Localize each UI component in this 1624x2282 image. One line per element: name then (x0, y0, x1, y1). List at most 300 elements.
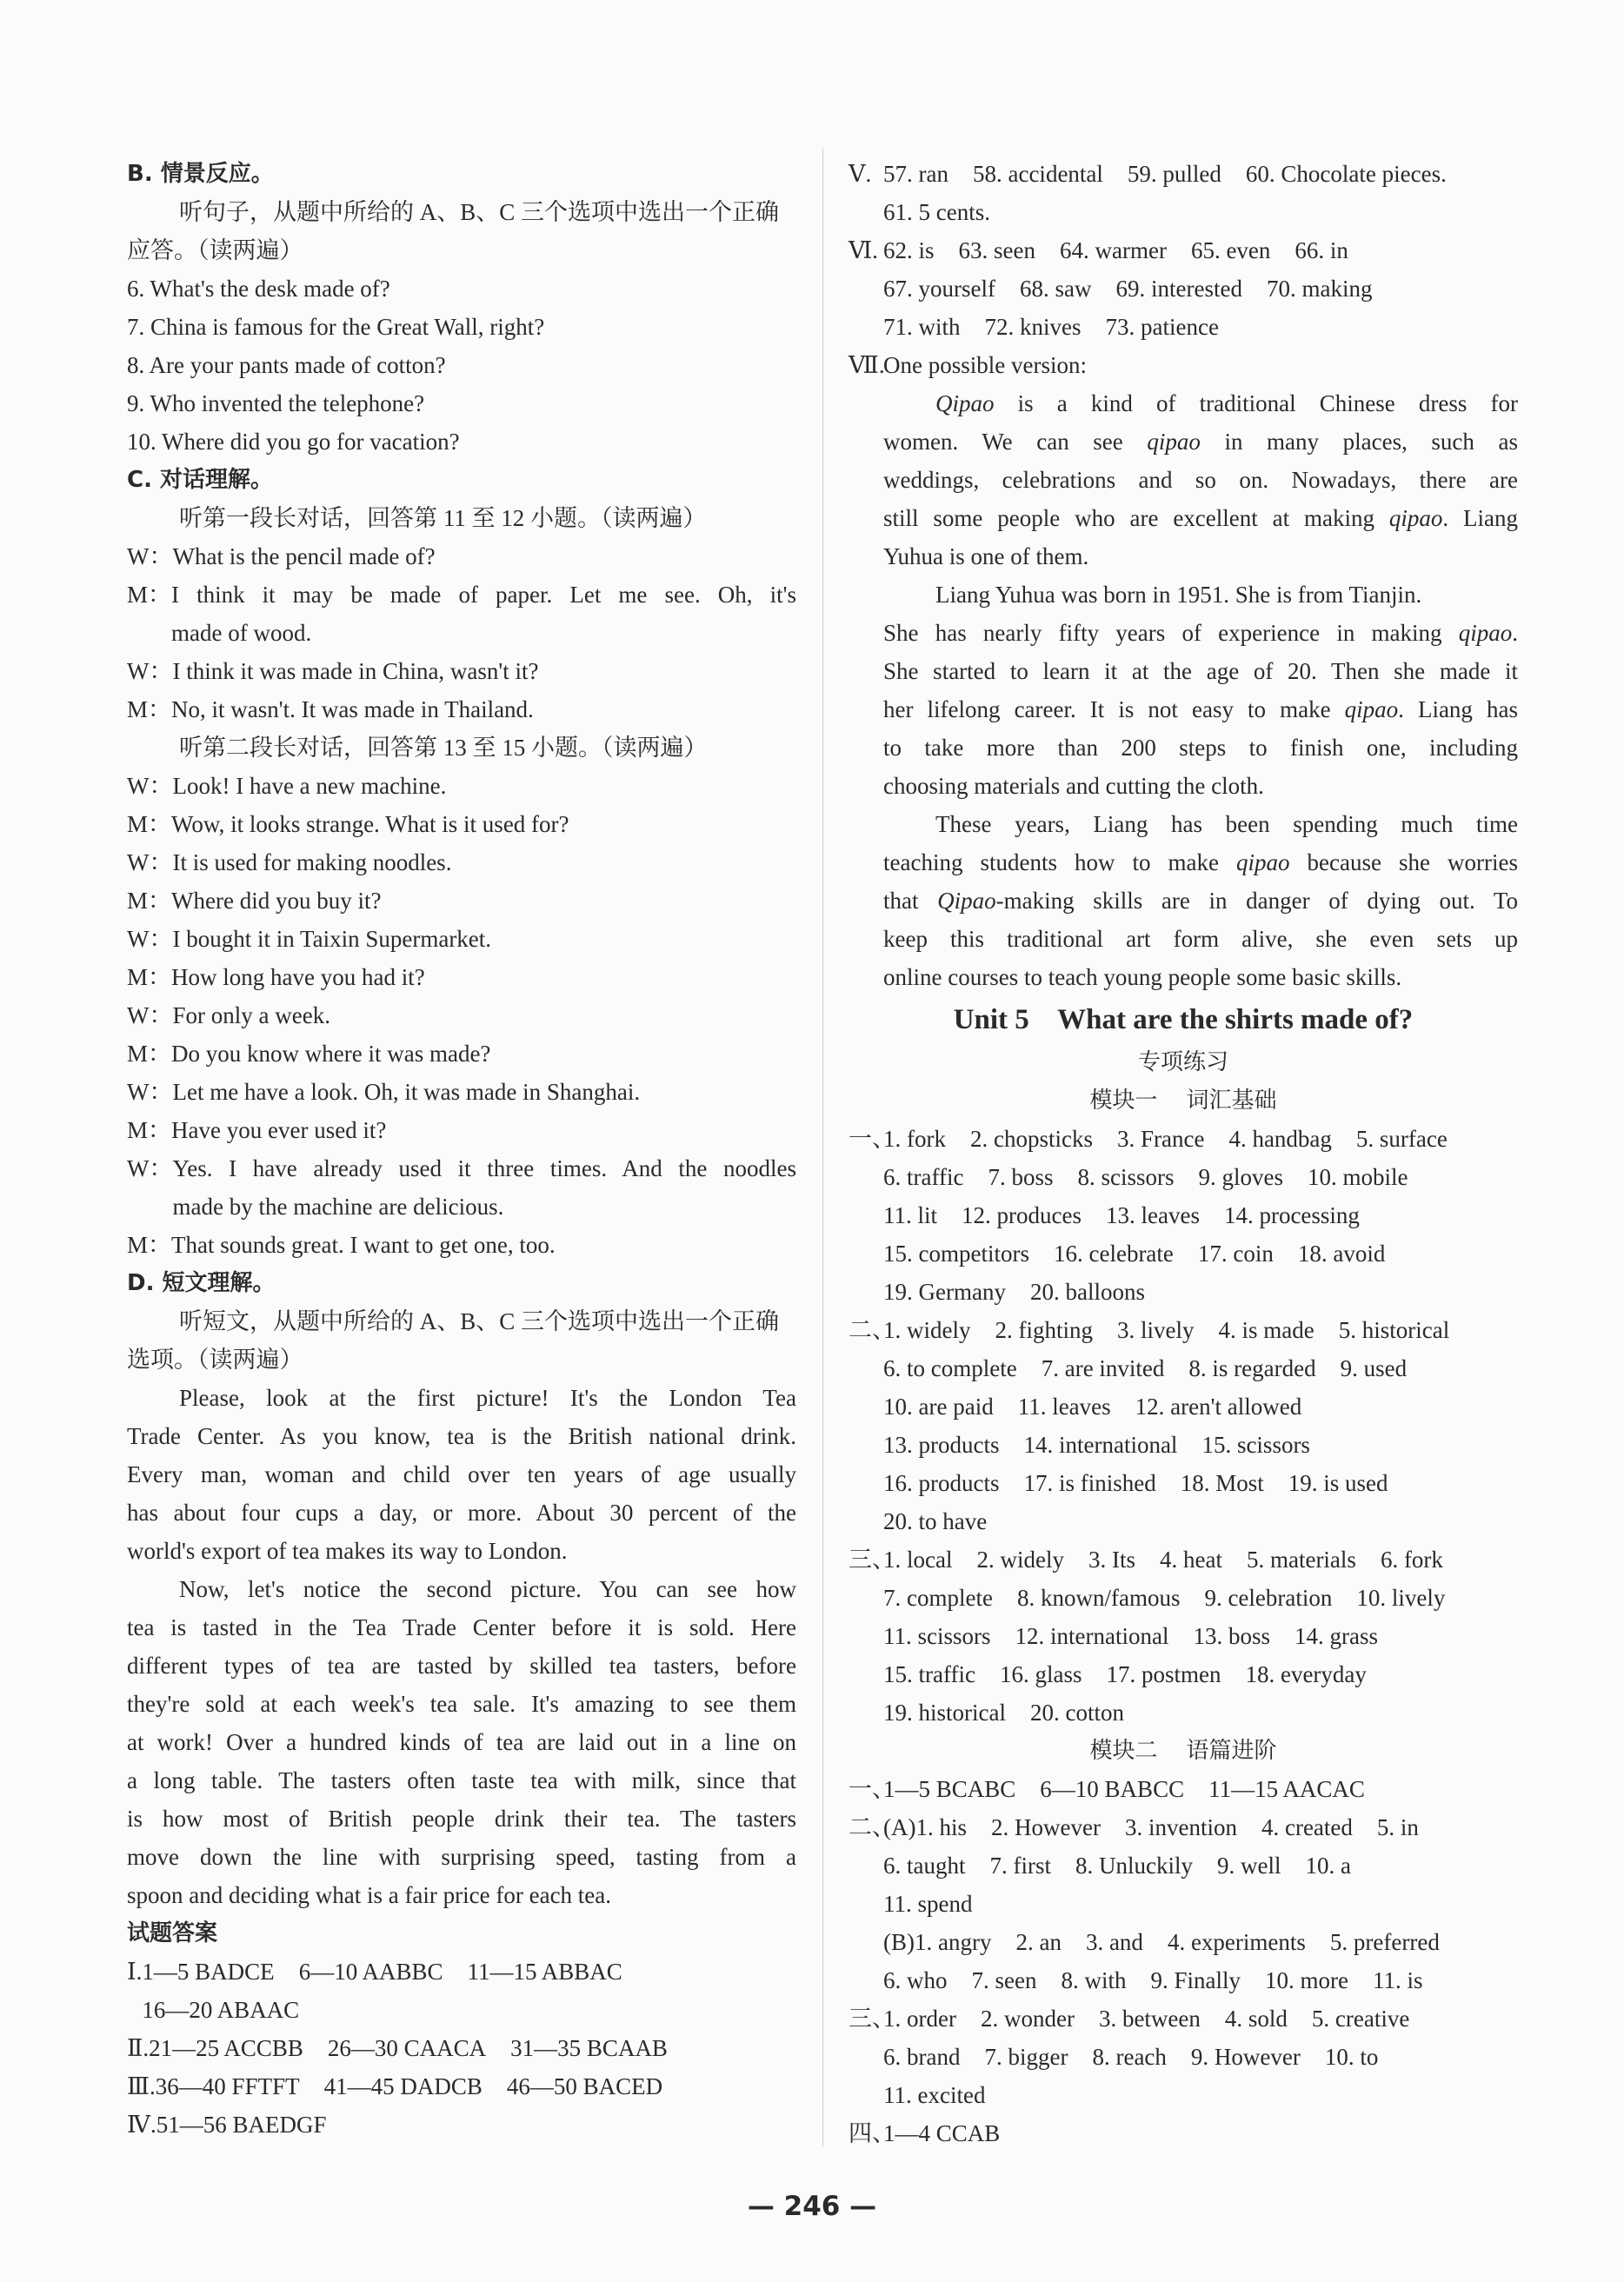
section-b-instruction-cont: 应答。（读两遍） (127, 237, 303, 263)
answer-entry: 11. scissors (883, 1623, 991, 1649)
answer-entry: 14. international (1023, 1432, 1178, 1458)
answer-entry: 12. international (1015, 1623, 1169, 1649)
answer-entry: 7. seen (971, 1967, 1037, 1993)
section-b-items (127, 269, 796, 461)
passage-line: a long table. The tasters often taste tea with milk, since that (127, 1767, 796, 1793)
dialogue-text (172, 1073, 796, 1111)
section-number: 一、 (849, 1126, 895, 1152)
speaker-label: M： (127, 582, 172, 608)
answer-row (127, 2067, 796, 2106)
answer-entry: 4. is made (1218, 1317, 1315, 1343)
essay-text: -making skills are in danger of dying out. To (995, 888, 1518, 914)
answer-entry: 13. products (883, 1432, 1000, 1458)
answer-entry: 9. well (1217, 1853, 1281, 1879)
answer-entry: 9. However (1190, 2044, 1301, 2070)
answer-line (883, 2114, 1518, 2152)
answer-entry: 6. who (883, 1967, 948, 1993)
answer-entry: 6. traffic (883, 1164, 964, 1190)
dialogue-text (171, 1226, 796, 1264)
essay-term: qipao (1388, 505, 1443, 531)
dialogue-text (171, 1111, 796, 1149)
dialogue-text (172, 767, 796, 805)
answer-entry: 72. knives (984, 314, 1082, 340)
answer-entry: 20. balloons (1029, 1279, 1145, 1305)
answer-entry: 10. a (1305, 1853, 1351, 1879)
roman-numeral: Ⅱ. (127, 2035, 150, 2061)
answer-row-vii (849, 346, 1518, 384)
dialogue-text (171, 1035, 796, 1073)
answer-line (883, 1120, 1518, 1158)
answer-entry: 8. is regarded (1188, 1355, 1316, 1381)
section-b-heading: B. 情景反应。 (127, 161, 274, 187)
dialogue-line (127, 996, 796, 1035)
dialogue-text-line: Look! I have a new machine. (172, 773, 447, 799)
answer-line (883, 1349, 1518, 1387)
module-1-part-1 (849, 1120, 1518, 1311)
answer-entry: 6. brand (883, 2044, 961, 2070)
answer-entry: 1—5 BADCE (142, 1959, 275, 1985)
section-number: 一、 (849, 1776, 895, 1802)
dialogue-text (171, 882, 796, 920)
module-2-part-3 (849, 1999, 1518, 2114)
answer-block (849, 1120, 1518, 1311)
essay-term: Qipao (937, 888, 996, 914)
dialogue-text-line: Where did you buy it? (171, 888, 382, 914)
answer-entry: 8. Unluckily (1075, 1853, 1193, 1879)
essay-term: qipao (1344, 696, 1399, 722)
answer-entry: 1—4 CCAB (883, 2120, 1001, 2146)
dialogue-text (171, 575, 796, 652)
dialogue-line (127, 690, 796, 729)
essay-line (883, 499, 1518, 537)
answer-entry: 1. fork (883, 1126, 946, 1152)
essay-line (883, 384, 1518, 422)
section-d-instruction: 听短文，从题中所给的 A、B、C 三个选项中选出一个正确 (179, 1308, 780, 1334)
left-column (127, 155, 796, 2144)
answer-line (883, 308, 1518, 346)
speaker-label: M： (127, 1117, 172, 1143)
essay-line (883, 920, 1518, 958)
answer-entry: 3. France (1116, 1126, 1205, 1152)
dialogue-text-line: How long have you had it? (171, 964, 425, 990)
answer-line (883, 1846, 1518, 1885)
roman-numeral: Ⅲ. (127, 2073, 156, 2099)
speaker-label: M： (127, 1041, 172, 1067)
section-c-instruction-1: 听第一段长对话，回答第 11 至 12 小题。（读两遍） (179, 505, 707, 531)
answer-line (883, 2076, 1518, 2114)
answer-entry: 10. mobile (1308, 1164, 1408, 1190)
answer-entry: 2. chopsticks (969, 1126, 1093, 1152)
passage-line: has about four cups a day, or more. About 30 percent of the (127, 1500, 796, 1526)
dialogue-text-line: It is used for making noodles. (172, 849, 452, 875)
column-divider (822, 148, 823, 2147)
answer-line (883, 1234, 1518, 1273)
answer-entry: 17. coin (1197, 1241, 1274, 1267)
answer-entry: 58. accidental (972, 161, 1103, 187)
answer-entry: 60. Chocolate pieces. (1245, 161, 1447, 187)
answer-line (883, 1770, 1518, 1808)
answer-line (883, 1655, 1518, 1693)
dialogue-line (127, 537, 796, 575)
answer-block (849, 1770, 1518, 1808)
module-1-part-2 (849, 1311, 1518, 1540)
essay-line (883, 652, 1518, 690)
answer-line (883, 269, 1518, 308)
answer-row-vi (849, 231, 1518, 346)
essay-text: is a kind of traditional Chinese dress for (994, 390, 1518, 416)
answer-entry: 20. to have (883, 1508, 988, 1534)
answer-entry: 10. to (1324, 2044, 1379, 2070)
essay-text: to take more than 200 steps to finish one, including (883, 735, 1518, 761)
essay-line (883, 729, 1518, 767)
essay-term: qipao (1458, 620, 1513, 646)
essay-text: online courses to teach young people some basic skills. (883, 964, 1402, 990)
answer-entry: 5. preferred (1329, 1929, 1440, 1955)
answer-entry: 15. competitors (883, 1241, 1029, 1267)
essay-text: her lifelong career. It is not easy to make (883, 696, 1345, 722)
answer-entry: 12. produces (962, 1202, 1082, 1228)
answer-line (883, 231, 1518, 269)
answer-entry: 7. are invited (1041, 1355, 1165, 1381)
answer-line (883, 2038, 1518, 2076)
dialogue-line (127, 843, 796, 882)
answer-row (127, 2106, 796, 2144)
answer-entry: 11—15 ABBAC (467, 1959, 622, 1985)
answer-body (883, 1999, 1518, 2114)
speaker-label: W： (127, 543, 173, 569)
dialogue-text-line: I think it may be made of paper. Let me see. Oh, it's (171, 582, 796, 608)
dialogue-text-line: Have you ever used it? (171, 1117, 387, 1143)
dialogue-text-line: For only a week. (172, 1002, 330, 1028)
essay-text: She has nearly fifty years of experience in making (883, 620, 1459, 646)
dialogue-text-line: Do you know where it was made? (171, 1041, 491, 1067)
answer-entry: 16. products (883, 1470, 1000, 1496)
essay-text: She started to learn it at the age of 20. Then she made it (883, 658, 1518, 684)
section-number: 三、 (849, 2006, 895, 2032)
answer-entry: 20. cotton (1029, 1700, 1124, 1726)
answer-line (142, 1953, 796, 1991)
dialogue-text-line: Yes. I have already used it three times. And the noodles (172, 1155, 796, 1181)
answer-entry: 69. interested (1115, 276, 1242, 302)
roman-numeral: Ⅶ. (849, 352, 885, 378)
dialogue-text (172, 996, 796, 1035)
answer-key (127, 1953, 796, 2144)
answer-line (883, 1387, 1518, 1426)
answer-entry: 19. Germany (883, 1279, 1006, 1305)
answer-entry: 10. more (1265, 1967, 1348, 1993)
answer-entry: 14. grass (1294, 1623, 1378, 1649)
answer-body (156, 2106, 796, 2144)
essay-text: Liang Yuhua was born in 1951. She is from Tianjin. (935, 582, 1422, 608)
speaker-label: M： (127, 964, 172, 990)
section-number: 四、 (849, 2120, 895, 2146)
answer-line (156, 2067, 796, 2106)
right-column (849, 155, 1518, 2152)
speaker-label: W： (127, 1079, 173, 1105)
answer-row-v (849, 155, 1518, 231)
answer-entry: 6. taught (883, 1853, 966, 1879)
answer-entry: 19. is used (1288, 1470, 1388, 1496)
answer-entry: 8. known/famous (1016, 1585, 1181, 1611)
speaker-label: W： (127, 773, 173, 799)
essay-line (883, 614, 1518, 652)
essay-text: keep this traditional art form alive, she even sets up (883, 926, 1518, 952)
answer-line (883, 1999, 1518, 2038)
answer-entry: 3. invention (1124, 1814, 1237, 1840)
dialogue-text (172, 843, 796, 882)
answer-entry: 66. in (1295, 237, 1348, 263)
answer-entry: 7. first (989, 1853, 1051, 1879)
answer-entry: 9. celebration (1204, 1585, 1333, 1611)
section-number: 二、 (849, 1317, 895, 1343)
dialogue-text-line: made of wood. (171, 620, 312, 646)
answer-entry: 36—40 FFTFT (155, 2073, 300, 2099)
answer-entry: 15. traffic (883, 1661, 975, 1687)
essay-term: qipao (1147, 429, 1201, 455)
dialogue-text-line: I bought it in Taixin Supermarket. (172, 926, 492, 952)
roman-numeral: Ⅴ. (849, 161, 872, 187)
answer-entry: 7. bigger (984, 2044, 1068, 2070)
answer-entry: 41—45 DADCB (323, 2073, 483, 2099)
dialogue-text (172, 920, 796, 958)
answer-entry: 16. glass (999, 1661, 1082, 1687)
essay-line (883, 537, 1518, 575)
answer-line (883, 1885, 1518, 1923)
dialogue-text (171, 958, 796, 996)
answer-line (883, 1579, 1518, 1617)
answer-entry: 6. fork (1380, 1547, 1443, 1573)
answer-body (149, 2029, 796, 2067)
question-item: 7. China is famous for the Great Wall, right? (127, 314, 545, 340)
dialogue-text-line: I think it was made in China, wasn't it? (172, 658, 539, 684)
dialogue-text (171, 690, 796, 729)
answer-entry: 1. widely (883, 1317, 971, 1343)
speaker-label: W： (127, 658, 173, 684)
question-item: 8. Are your pants made of cotton? (127, 352, 446, 378)
answer-entry: 9. Finally (1150, 1967, 1241, 1993)
speaker-label: W： (127, 926, 173, 952)
answer-body (883, 1808, 1518, 1999)
passage-line: spoon and deciding what is a fair price for each tea. (127, 1882, 612, 1908)
answer-entry: 59. pulled (1127, 161, 1221, 187)
answer-entry: 15. scissors (1201, 1432, 1310, 1458)
essay-text: women. We can see (883, 429, 1148, 455)
answer-line (883, 1961, 1518, 1999)
answer-line (883, 1693, 1518, 1732)
answer-entry: 64. warmer (1060, 237, 1167, 263)
section-number: 三、 (849, 1547, 895, 1573)
essay-text: still some people who are excellent at making (883, 505, 1389, 531)
dialogue-text-line: No, it wasn't. It was made in Thailand. (171, 696, 534, 722)
answer-entry: 1. order (883, 2006, 956, 2032)
answer-entry: 57. ran (883, 161, 948, 187)
answer-entry: 5. materials (1246, 1547, 1356, 1573)
dialogue-text-line: What is the pencil made of? (172, 543, 436, 569)
answer-entry: 5. creative (1311, 2006, 1410, 2032)
answer-entry: 4. handbag (1228, 1126, 1332, 1152)
answer-body (883, 2114, 1518, 2152)
answer-line (883, 1923, 1518, 1961)
answer-entry: 8. reach (1092, 2044, 1167, 2070)
dialogue-line (127, 1073, 796, 1111)
sample-essay (849, 384, 1518, 996)
module-2-heading: 模块二 语篇进阶 (1089, 1738, 1277, 1764)
answer-body (156, 2067, 796, 2106)
answer-line (883, 1808, 1518, 1846)
answer-entry: 4. created (1261, 1814, 1353, 1840)
sample-essay-label: One possible version: (883, 352, 1087, 378)
answer-entry: 2. widely (976, 1547, 1064, 1573)
answer-line (883, 1540, 1518, 1579)
essay-text: . (1512, 620, 1518, 646)
dialogue-text-line: made by the machine are delicious. (172, 1194, 504, 1220)
answer-body (883, 1120, 1518, 1311)
roman-numeral: Ⅵ. (849, 237, 878, 263)
answer-entry: 11. lit (883, 1202, 938, 1228)
listening-passage (127, 1379, 796, 1914)
answer-entry: 5. in (1376, 1814, 1419, 1840)
answer-entry: 16. celebrate (1053, 1241, 1174, 1267)
answer-entry: 31—35 BCAAB (510, 2035, 668, 2061)
answer-entry: 17. postmen (1106, 1661, 1221, 1687)
answer-body (142, 1953, 796, 2029)
answer-entry: 26—30 CAACA (327, 2035, 487, 2061)
passage-line: Every man, woman and child over ten years of age usually (127, 1461, 796, 1487)
answer-entry: 73. patience (1105, 314, 1219, 340)
essay-line (883, 882, 1518, 920)
passage-line: world's export of tea makes its way to London. (127, 1538, 568, 1564)
dialogue-line (127, 1149, 796, 1226)
essay-line (883, 958, 1518, 996)
section-number: 二、 (849, 1814, 895, 1840)
answer-entry: 3. Its (1088, 1547, 1135, 1573)
answer-entry: 11—15 AACAC (1208, 1776, 1365, 1802)
dialogue-text-line: Wow, it looks strange. What is it used for? (171, 811, 569, 837)
passage-line: Now, let's notice the second picture. You can see how (179, 1576, 796, 1602)
essay-text: weddings, celebrations and so on. Nowadays, there are (883, 467, 1518, 493)
answer-line (883, 1311, 1518, 1349)
dialogue-2 (127, 767, 796, 1264)
answer-line (883, 1273, 1518, 1311)
answer-block (849, 1808, 1518, 1999)
essay-text: in many places, such as (1200, 429, 1518, 455)
answer-body (883, 1540, 1518, 1732)
module-2-part-1 (849, 1770, 1518, 1808)
answer-entry: 2. an (1015, 1929, 1062, 1955)
answer-entry: 68. saw (1019, 276, 1092, 302)
answer-entry: 11. leaves (1017, 1394, 1111, 1420)
module-1-part-3 (849, 1540, 1518, 1732)
answer-entry: 6—10 AABBC (298, 1959, 443, 1985)
passage-line: they're sold at each week's tea sale. It's amazing to see them (127, 1691, 796, 1717)
answer-line (883, 1158, 1518, 1196)
essay-line (883, 575, 1518, 614)
passage-line: Please, look at the first picture! It's the London Tea (179, 1385, 796, 1411)
answer-body (883, 1311, 1518, 1540)
essay-text: teaching students how to make (883, 849, 1237, 875)
answer-entry: 11. is (1373, 1967, 1423, 1993)
essay-line (883, 690, 1518, 729)
section-c-heading: C. 对话理解。 (127, 467, 274, 493)
section-d-heading: D. 短文理解。 (127, 1270, 276, 1296)
unit-title: Unit 5 What are the shirts made of? (953, 1004, 1414, 1035)
answer-entry: 9. used (1340, 1355, 1408, 1381)
answers-heading: 试题答案 (127, 1920, 218, 1946)
dialogue-line (127, 1226, 796, 1264)
answer-entry: 14. processing (1223, 1202, 1360, 1228)
section-c-instruction-2: 听第二段长对话，回答第 13 至 15 小题。（读两遍） (179, 735, 708, 761)
answer-entry: 18. Most (1180, 1470, 1264, 1496)
question-item: 6. What's the desk made of? (127, 276, 390, 302)
essay-line (883, 805, 1518, 843)
answer-line (156, 2106, 796, 2144)
dialogue-line (127, 575, 796, 652)
answer-entry: 5. surface (1355, 1126, 1448, 1152)
answer-entry: 3. and (1085, 1929, 1143, 1955)
answer-block (849, 1540, 1518, 1732)
module-1-heading: 模块一 词汇基础 (1089, 1088, 1277, 1114)
passage-line: at work! Over a hundred kinds of tea are laid out in a line on (127, 1729, 796, 1755)
speaker-label: M： (127, 1232, 172, 1258)
passage-line: Trade Center. As you know, tea is the British national drink. (127, 1423, 796, 1449)
answer-entry: 11. excited (883, 2082, 986, 2108)
dialogue-line (127, 1035, 796, 1073)
answer-line (883, 1426, 1518, 1464)
essay-line (883, 767, 1518, 805)
dialogue-1 (127, 537, 796, 729)
answer-entry: 21—25 ACCBB (149, 2035, 303, 2061)
essay-line (883, 461, 1518, 499)
passage-line: move down the line with surprising speed, tasting from a (127, 1844, 796, 1870)
passage-line: different types of tea are tasted by skilled tea tasters, before (127, 1653, 796, 1679)
answer-entry: 10. lively (1356, 1585, 1446, 1611)
answer-entry: 1. local (883, 1547, 953, 1573)
answer-entry: 3. between (1098, 2006, 1201, 2032)
answer-entry: (A)1. his (883, 1814, 967, 1840)
answer-entry: 13. boss (1193, 1623, 1270, 1649)
answer-entry: 7. complete (883, 1585, 993, 1611)
answer-entry: 13. leaves (1105, 1202, 1200, 1228)
answer-line (883, 1196, 1518, 1234)
answer-block (849, 1999, 1518, 2114)
essay-text: because she worries (1289, 849, 1518, 875)
dialogue-line (127, 652, 796, 690)
essay-text: . Liang (1442, 505, 1518, 531)
passage-line: is how most of British people drink their tea. The tasters (127, 1806, 796, 1832)
dialogue-line (127, 1111, 796, 1149)
essay-line (883, 843, 1518, 882)
dialogue-line (127, 882, 796, 920)
answer-entry: 51—56 BAEDGF (156, 2112, 327, 2138)
answer-entry: 63. seen (958, 237, 1035, 263)
dialogue-line (127, 767, 796, 805)
dialogue-line (127, 958, 796, 996)
answer-line (883, 155, 1518, 193)
speaker-label: M： (127, 696, 172, 722)
answer-entry: 8. with (1061, 1967, 1127, 1993)
answer-entry: 67. yourself (883, 276, 995, 302)
answer-entry: 19. historical (883, 1700, 1006, 1726)
practice-heading: 专项练习 (1137, 1049, 1228, 1075)
dialogue-line (127, 805, 796, 843)
answer-entry: 12. aren't allowed (1135, 1394, 1302, 1420)
section-b-instruction: 听句子，从题中所给的 A、B、C 三个选项中选出一个正确 (179, 199, 780, 225)
dialogue-text (172, 537, 796, 575)
answer-entry: 62. is (883, 237, 935, 263)
essay-text: . Liang has (1398, 696, 1518, 722)
answer-entry: 8. scissors (1077, 1164, 1175, 1190)
question-item: 9. Who invented the telephone? (127, 390, 425, 416)
